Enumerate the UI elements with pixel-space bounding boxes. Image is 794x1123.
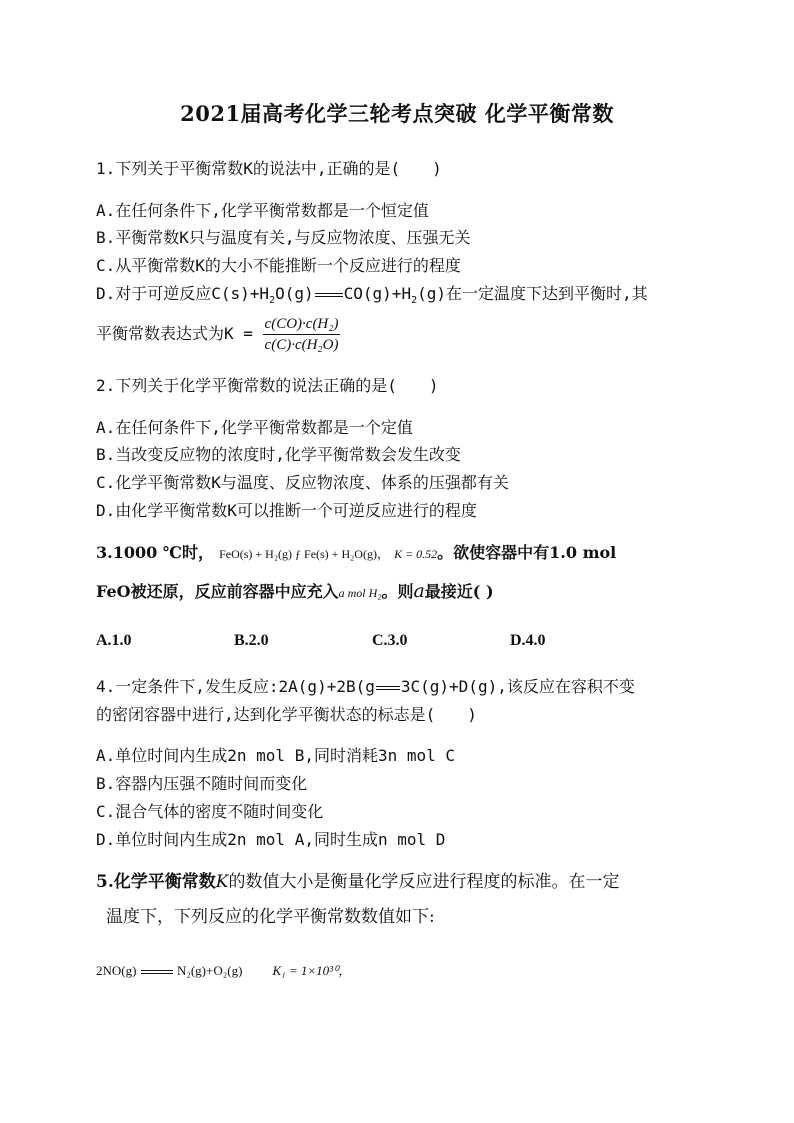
q1-d-line2-text: 平衡常数表达式为K = <box>96 324 253 343</box>
q4-option-c: C.混合气体的密度不随时间变化 <box>96 802 324 821</box>
q2-option-a: A.在任何条件下,化学平衡常数都是一个定值 <box>96 418 413 437</box>
q3-line2-e: 最接近( ) <box>424 582 494 601</box>
q1-d-suffix: (g)在一定温度下达到平衡时,其 <box>417 284 648 303</box>
q3-line2-a: FeO被还原，反应前容器中应充入 <box>96 582 339 601</box>
q5-reaction <box>96 960 351 982</box>
q4-stem <box>96 676 635 698</box>
q3-option-b: B.2.0 <box>234 632 269 649</box>
equilibrium-arrow-icon <box>375 684 401 692</box>
q5-line1-a: 5.化学平衡常数 <box>96 872 216 892</box>
q4-option-a: A.单位时间内生成2n mol B,同时消耗3n mol C <box>96 746 456 765</box>
q3-k-value: K = 0.52 <box>394 547 438 561</box>
q5-k1: K₁ = 1×10³⁰， <box>272 963 352 978</box>
q5-eq-right: N₂(g)+O₂(g) <box>176 963 243 978</box>
q2-option-d: D.由化学平衡常数K可以推断一个可逆反应进行的程度 <box>96 501 477 520</box>
equilibrium-constant-fraction <box>263 314 341 355</box>
equilibrium-arrow-icon <box>140 968 174 976</box>
q4-option-d: D.单位时间内生成2n mol A,同时生成n mol D <box>96 830 446 849</box>
q1-option-c: C.从平衡常数K的大小不能推断一个反应进行的程度 <box>96 256 461 275</box>
q3-option-a: A.1.0 <box>96 632 132 649</box>
q3-option-d: D.4.0 <box>510 632 546 649</box>
q1-d-prefix: D.对于可逆反应C(s)+H <box>96 284 270 303</box>
q3-tail: 。欲使容器中有1.0 mol <box>437 543 617 562</box>
q2-option-c: C.化学平衡常数K与温度、反应物浓度、体系的压强都有关 <box>96 473 509 492</box>
q1-option-b: B.平衡常数K只与温度有关,与反应物浓度、压强无关 <box>96 228 471 247</box>
q1-option-a: A.在任何条件下,化学平衡常数都是一个恒定值 <box>96 201 429 220</box>
fraction-denominator: c(C)·c(H₂O) <box>264 337 339 353</box>
page-title: 2021届高考化学三轮考点突破 化学平衡常数 <box>180 101 614 126</box>
q3-line2-b: a mol H₂ <box>338 586 382 600</box>
q1-d-mid1: O(g) <box>275 284 314 303</box>
q4-stem-line2: 的密闭容器中进行,达到化学平衡状态的标志是( ) <box>96 705 477 724</box>
q1-stem: 1.下列关于平衡常数K的说法中,正确的是( ) <box>96 159 442 178</box>
q5-line1-b: 的数值大小是衡量化学反应进行程度的标准。在一定 <box>228 872 620 892</box>
q4-stem-b: 3C(g)+D(g),该反应在容积不变 <box>400 677 635 696</box>
q3-line2-c: 。则 <box>381 582 414 601</box>
q3-head: 3.1000 ℃时， <box>96 543 214 562</box>
q3-line1 <box>96 542 616 565</box>
q5-line2: 温度下，下列反应的化学平衡常数数值如下: <box>106 907 435 927</box>
q1-option-d: D.对于可逆反应$C(s)+H_2O(g)$ $CO(g)+H_2(g)$在一定温度下达到平衡时,其 <box>96 284 648 307</box>
q3-option-c: C.3.0 <box>372 632 408 649</box>
q4-stem-a: 4.一定条件下,发生反应:2A(g)+2B(g <box>96 677 375 696</box>
equilibrium-arrow-icon <box>314 291 344 299</box>
q1-d-mid2: CO(g)+H <box>343 284 412 303</box>
q1-option-d-line2 <box>96 314 340 355</box>
q4-option-b: B.容器内压强不随时间而变化 <box>96 774 308 793</box>
q5-k-symbol: K <box>215 872 229 892</box>
q3-reaction: FeO(s) + H₂(g) ƒ Fe(s) + H₂O(g)， <box>219 547 389 561</box>
fraction-numerator: c(CO)·c(H₂) <box>263 314 341 335</box>
q5-line1 <box>96 871 619 893</box>
q3-line2-d: a <box>413 580 425 602</box>
q2-stem: 2.下列关于化学平衡常数的说法正确的是( ) <box>96 376 439 395</box>
q3-line2 <box>96 580 494 604</box>
q5-eq-left: 2NO(g) <box>96 963 137 978</box>
q2-option-b: B.当改变反应物的浓度时,化学平衡常数会发生改变 <box>96 445 461 464</box>
